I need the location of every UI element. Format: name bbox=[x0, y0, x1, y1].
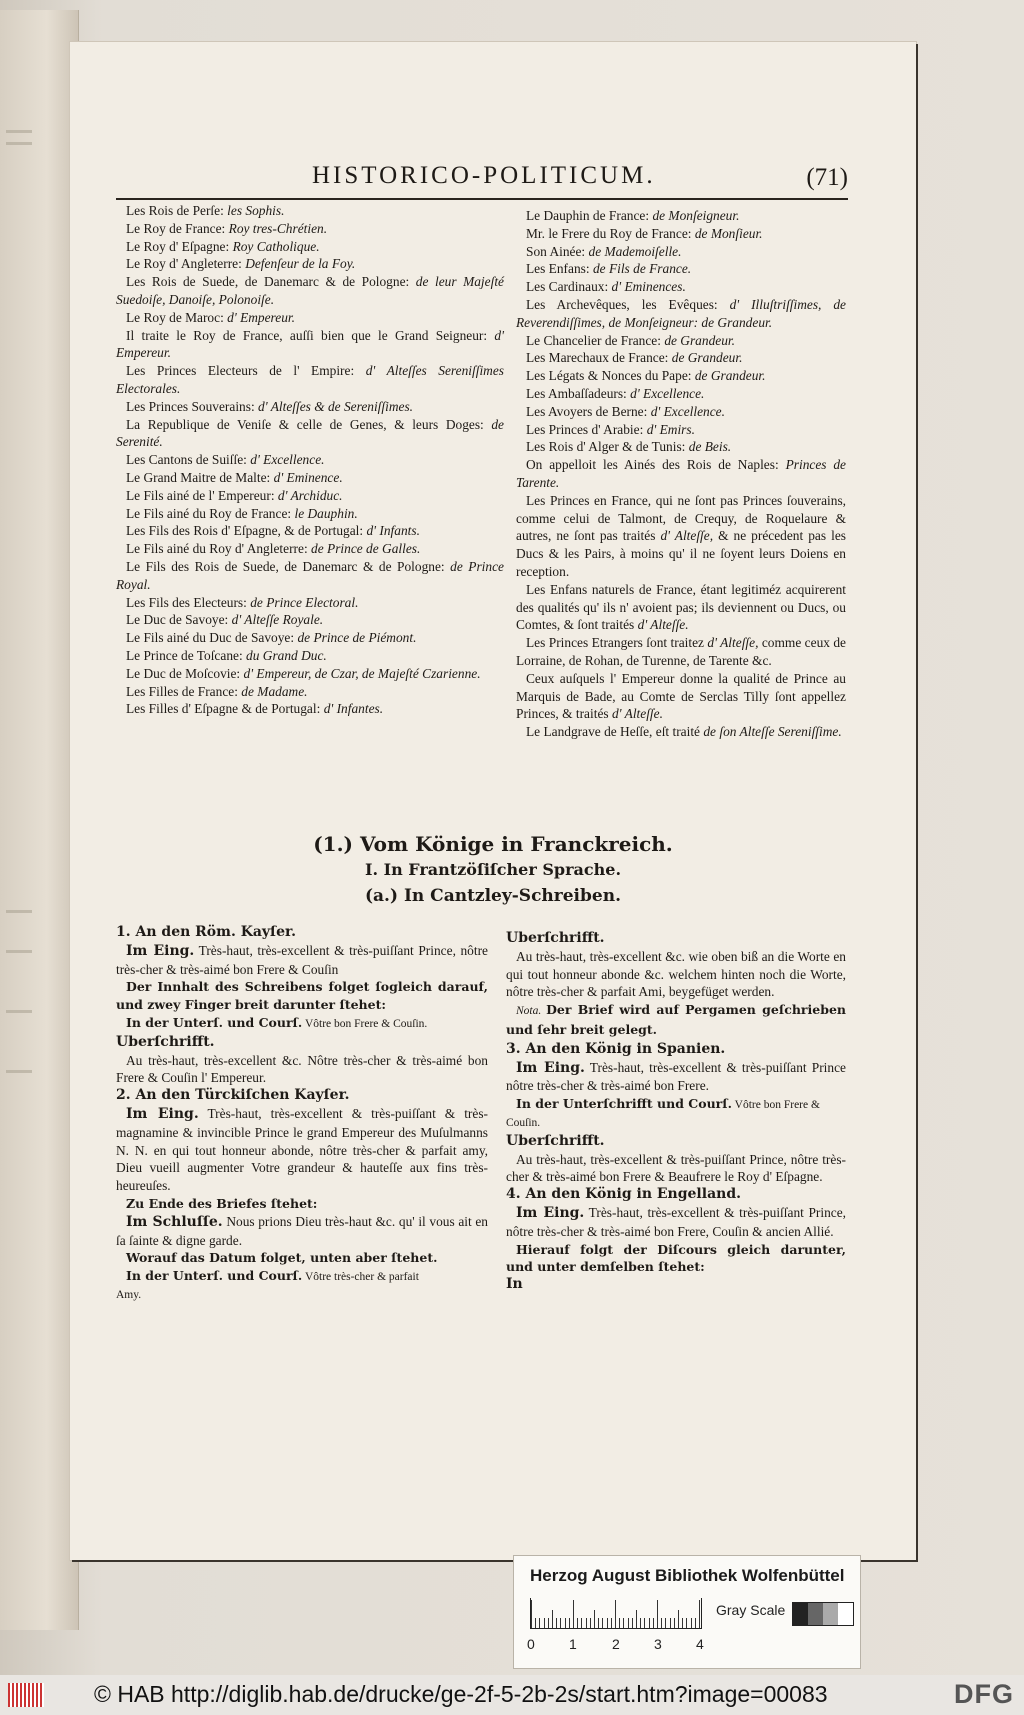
gray-scale-swatch bbox=[792, 1602, 854, 1626]
ruler-tick bbox=[636, 1610, 637, 1628]
ruler-tick bbox=[531, 1600, 532, 1628]
institution-label: Herzog August Bibliothek Wolfenbüttel bbox=[530, 1566, 845, 1585]
title-entry: Le Fils ainé du Roy d' Angleterre: de Prince de Galles. bbox=[126, 541, 421, 557]
title-entry: Les Filles d' Eſpagne & de Portugal: d' Infantes. bbox=[126, 701, 384, 717]
right-column-titles bbox=[516, 207, 846, 741]
heading-roman-emperor: 1. An den Röm. Kayſer. bbox=[116, 924, 296, 940]
ruler-tick bbox=[598, 1618, 599, 1628]
gray-scale-label: Gray Scale bbox=[716, 1602, 786, 1618]
title-entry: Le Duc de Savoye: d' Alteſſe Royale. bbox=[126, 612, 324, 628]
ruler-tick bbox=[628, 1618, 629, 1628]
ruler-tick bbox=[581, 1618, 582, 1628]
facing-page-edge bbox=[0, 10, 79, 1630]
heading-superscription: Uberſchrifft. bbox=[116, 1033, 215, 1050]
title-entry: Les Princes Souverains: d' Alteſſes & de Sereniſſimes. bbox=[126, 398, 414, 414]
ruler-tick bbox=[644, 1618, 645, 1628]
ruler-tick bbox=[544, 1618, 545, 1628]
paragraph: Der Innhalt des Schreibens folget ſogleich darauf, und zwey Finger breit darunter ſtehet: bbox=[116, 979, 488, 1013]
ruler-tick bbox=[569, 1618, 570, 1628]
ruler-tick bbox=[573, 1600, 574, 1628]
title-entry: Son Ainée: de Mademoiſelle. bbox=[526, 243, 682, 259]
left-column-letters bbox=[116, 924, 488, 1305]
heading-turkish-emperor: 2. An den Türckiſchen Kayſer. bbox=[116, 1087, 350, 1104]
ruler-tick bbox=[615, 1600, 616, 1628]
title-entry: Le Roy de France: Roy tres-Chrétien. bbox=[126, 220, 328, 236]
ruler-number: 3 bbox=[654, 1636, 662, 1652]
ruler-tick bbox=[565, 1618, 566, 1628]
title-entry: Les Princes d' Arabie: d' Emirs. bbox=[526, 421, 695, 437]
title-entry: Le Landgrave de Heſſe, eſt traité de ſon Alteſſe Sereniſſime. bbox=[526, 724, 842, 740]
title-entry: Les Enfans: de Fils de France. bbox=[526, 261, 692, 277]
title-entry: Les Rois de Suede, de Danemarc & de Pologne: de leur Majeſté Suedoiſe, Danoiſe, Polonoiſe. bbox=[116, 274, 504, 307]
ruler-tick bbox=[611, 1618, 612, 1628]
page-title: HISTORICO-POLITICUM. bbox=[312, 162, 656, 189]
heading-england: 4. An den König in Engelland. bbox=[506, 1186, 741, 1203]
ruler-tick bbox=[657, 1600, 658, 1628]
paragraph: Au très-haut, très-excellent & très-puiſſant Prince, nôtre très-cher & très-aimé bon Frere & Beaufrere le Roy d' Eſpagne. bbox=[506, 1151, 846, 1185]
dfg-logo: DFG bbox=[954, 1679, 1014, 1709]
section-heading: (1.) Vom Könige in Franckreich. bbox=[313, 832, 673, 856]
paragraph: Hierauf folgt der Diſcours gleich darunter, und unter demſelben ſtehet: bbox=[506, 1241, 846, 1275]
title-entry: On appelloit les Ainés des Rois de Naples: Princes de Tarente. bbox=[516, 457, 846, 490]
title-entry: Mr. le Frere du Roy de France: de Monſieur. bbox=[526, 225, 763, 241]
ruler-tick bbox=[670, 1618, 671, 1628]
ruler-tick bbox=[661, 1618, 662, 1628]
catchword: In bbox=[506, 1276, 523, 1293]
title-entry: Les Rois de Perſe: les Sophis. bbox=[126, 203, 285, 218]
ruler-tick bbox=[552, 1610, 553, 1628]
paragraph: Worauf das Datum folget, unten aber ſtehet. bbox=[126, 1250, 438, 1266]
title-entry: Le Dauphin de France: de Monſeigneur. bbox=[526, 208, 740, 223]
ruler-tick bbox=[586, 1618, 587, 1628]
viewer-footer bbox=[0, 1675, 1024, 1715]
ruler-tick bbox=[556, 1618, 557, 1628]
ruler-tick bbox=[602, 1618, 603, 1628]
left-column-titles bbox=[116, 202, 504, 718]
right-column-letters bbox=[506, 930, 846, 1294]
paragraph: Nota. Der Brief wird auf Pergamen geſchrieben und ſehr breit gelegt. bbox=[506, 1002, 846, 1037]
ruler-number: 0 bbox=[527, 1636, 535, 1652]
ruler-tick bbox=[619, 1618, 620, 1628]
ruler-tick bbox=[686, 1618, 687, 1628]
hab-logo-icon bbox=[8, 1683, 44, 1707]
ruler-tick bbox=[577, 1618, 578, 1628]
ruler-tick bbox=[653, 1618, 654, 1628]
ruler-tick bbox=[699, 1600, 700, 1628]
title-entry: Le Chancelier de France: de Grandeur. bbox=[526, 332, 735, 348]
title-entry: Le Fils ainé du Duc de Savoye: de Prince de Piémont. bbox=[126, 630, 417, 646]
paragraph: Im Eing. Très-haut, très-excellent & très-puiſſant Prince nôtre très-cher & très-aimé bon Frere. bbox=[506, 1059, 846, 1094]
title-entry: Les Enfans naturels de France, étant legitiméz acquirerent des qualités qu' ils n' avoient pas; ils deviennent ou Ducs, ou Comtes, & ſont traités d' Alteſſe. bbox=[516, 581, 846, 633]
ruler-tick bbox=[678, 1610, 679, 1628]
ruler-tick bbox=[665, 1618, 666, 1628]
ruler-tick bbox=[674, 1618, 675, 1628]
title-entry: Le Fils ainé du Roy de France: le Dauphin. bbox=[126, 505, 358, 521]
heading-superscription: Uberſchrifft. bbox=[506, 930, 605, 946]
ruler-tick bbox=[695, 1618, 696, 1628]
title-entry: Le Roy de Maroc: d' Empereur. bbox=[126, 309, 295, 325]
ruler bbox=[530, 1598, 702, 1629]
paragraph: Au très-haut, très-excellent &c. wie oben biß an die Worte en qui tout honneur abonde &c. welchem hinten noch die Worte, nôtre très-cher & parfait Ami, beygefüget werden. bbox=[506, 948, 846, 1000]
paragraph: Im Schluſſe. Nous prions Dieu très-haut &c. qu' il vous ait en ſa ſainte & digne garde. bbox=[116, 1213, 488, 1248]
ruler-number: 1 bbox=[569, 1636, 577, 1652]
subsection-heading: I. In Frantzöſiſcher Sprache. bbox=[364, 860, 622, 879]
title-entry: Le Prince de Toſcane: du Grand Duc. bbox=[126, 647, 327, 663]
title-entry: Les Fils des Electeurs: de Prince Electoral. bbox=[126, 594, 359, 610]
heading-superscription: Uberſchrifft. bbox=[506, 1132, 605, 1149]
title-entry: Les Marechaux de France: de Grandeur. bbox=[526, 350, 743, 366]
page-number: (71) bbox=[806, 164, 848, 191]
title-entry: Les Fils des Rois d' Eſpagne, & de Portugal: d' Infants. bbox=[126, 523, 420, 539]
ruler-tick bbox=[548, 1618, 549, 1628]
paragraph: In der Unterſchrifft und Courſ. Vôtre bon Frere & bbox=[516, 1096, 820, 1112]
ruler-tick bbox=[539, 1618, 540, 1628]
paragraph: In der Unterſ. und Courſ. Vôtre très-cher & parfait bbox=[126, 1268, 419, 1284]
heading-spain: 3. An den König in Spanien. bbox=[506, 1040, 726, 1057]
ruler-tick bbox=[691, 1618, 692, 1628]
paragraph: Im Eing. Très-haut, très-excellent & très-puiſſant & très-magnamine & invincible Prince le grand Empereur des Muſulmanns N. N. en qui tout honneur abonde, nôtre très-cher & parfait amy, Dieu vueill augmenter Votre grandeur & hauteſſe aux fins très-heureuſes. bbox=[116, 1105, 488, 1194]
ruler-tick bbox=[560, 1618, 561, 1628]
ruler-number: 4 bbox=[696, 1636, 704, 1652]
title-entry: Le Grand Maitre de Malte: d' Eminence. bbox=[126, 469, 343, 485]
title-entry: Le Roy d' Angleterre: Defenſeur de la Foy. bbox=[126, 256, 356, 272]
title-entry: Les Princes Electeurs de l' Empire: d' Alteſſes Sereniſſimes Electorales. bbox=[116, 363, 504, 396]
title-entry: La Republique de Veniſe & celle de Genes, & leurs Doges: de Serenité. bbox=[116, 416, 504, 450]
sub-subsection-heading: (a.) In Cantzley-Schreiben. bbox=[365, 886, 621, 906]
title-entry: Le Roy d' Eſpagne: Roy Catholique. bbox=[126, 238, 320, 254]
title-entry: Les Cantons de Suiſſe: d' Excellence. bbox=[126, 452, 325, 468]
ruler-tick bbox=[623, 1618, 624, 1628]
source-url-link[interactable]: © HAB http://diglib.hab.de/drucke/ge-2f-5-2b-2s/start.htm?image=00083 bbox=[94, 1681, 828, 1707]
paragraph: Au très-haut, très-excellent &c. Nôtre très-cher & très-aimé bon Frere & Couſin l' Empereur. bbox=[116, 1052, 488, 1086]
title-entry: Les Princes en France, qui ne ſont pas Princes ſouverains, comme celui de Talmont, de Crequy, de Roquelaure & autres, ne ſont pas traités d' Alteſſe, & ne précedent pas les Ducs & les Pairs, à moins qu' il ne ſoyent leurs Doiens en reception. bbox=[516, 492, 846, 579]
running-header bbox=[116, 158, 848, 200]
book-page bbox=[70, 42, 916, 1560]
title-entry: Les Cardinaux: d' Eminences. bbox=[526, 279, 686, 295]
title-entry: Il traite le Roy de France, auſſi bien que le Grand Seigneur: d' Empereur. bbox=[116, 327, 504, 361]
title-entry: Les Rois d' Alger & de Tunis: de Beis. bbox=[526, 439, 732, 455]
title-entry: Ceux auſquels l' Empereur donne la qualité de Prince au Marquis de Bade, au Comte de Serclas Tilly ſont appellez Princes, & traités d' Alteſſe. bbox=[516, 670, 846, 722]
paragraph: Zu Ende des Briefes ſtehet: bbox=[126, 1195, 318, 1211]
paragraph: Im Eing. Très-haut, très-excellent & très-puiſſant Prince, nôtre très-cher & très-aimé bon Frere, Couſin & ancien Allié. bbox=[506, 1204, 846, 1239]
ruler-tick bbox=[682, 1618, 683, 1628]
ruler-tick bbox=[640, 1618, 641, 1628]
title-entry: Les Ambaſſadeurs: d' Excellence. bbox=[526, 385, 705, 401]
color-scale-card bbox=[513, 1555, 861, 1669]
title-entry: Le Fils des Rois de Suede, de Danemarc & de Pologne: de Prince Royal. bbox=[116, 558, 504, 592]
paragraph: In der Unterſ. und Courſ. Vôtre bon Frere & Couſin. bbox=[126, 1014, 428, 1030]
title-entry: Les Avoyers de Berne: d' Excellence. bbox=[526, 403, 725, 419]
ruler-tick bbox=[535, 1618, 536, 1628]
ruler-number: 2 bbox=[612, 1636, 620, 1652]
title-entry: Les Filles de France: de Madame. bbox=[126, 683, 308, 699]
title-entry: Le Duc de Moſcovie: d' Empereur, de Czar, de Majeſté Czarienne. bbox=[126, 665, 481, 681]
title-entry: Les Princes Etrangers ſont traitez d' Alteſſe, comme ceux de Lorraine, de Rohan, de Turenne, de Tarente &c. bbox=[516, 635, 847, 668]
paragraph: Couſin. bbox=[506, 1116, 541, 1129]
title-entry: Le Fils ainé de l' Empereur: d' Archiduc. bbox=[126, 487, 343, 503]
title-entry: Les Légats & Nonces du Pape: de Grandeur. bbox=[526, 368, 766, 384]
ruler-tick bbox=[590, 1618, 591, 1628]
ruler-tick bbox=[649, 1618, 650, 1628]
title-entry: Les Archevêques, les Evêques: d' Illuſtriſſimes, de Reverendiſſimes, de Monſeigneur: de Grandeur. bbox=[516, 296, 846, 330]
ruler-tick bbox=[607, 1618, 608, 1628]
ruler-tick bbox=[594, 1610, 595, 1628]
paragraph: Amy. bbox=[116, 1288, 142, 1301]
paragraph: Im Eing. Très-haut, très-excellent & très-puiſſant Prince, nôtre très-cher & très-aimé bon Frere & Couſin bbox=[116, 942, 488, 977]
ruler-tick bbox=[632, 1618, 633, 1628]
